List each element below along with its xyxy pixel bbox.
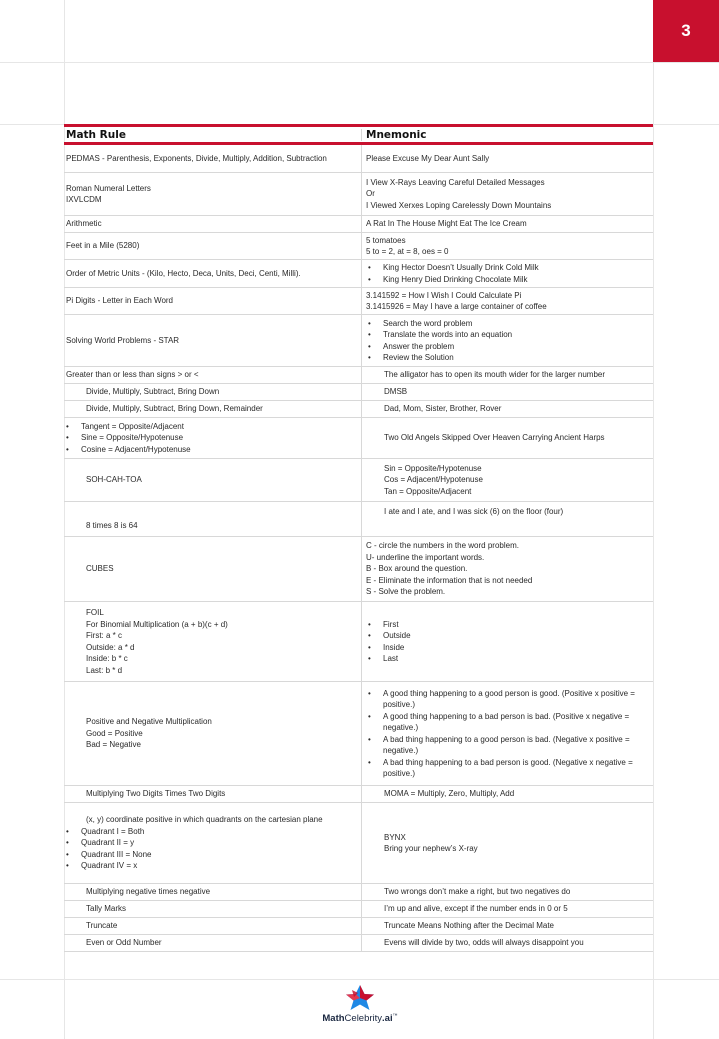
rule-bullet: • Quadrant IV = x <box>64 860 355 872</box>
mnemonic-text: B - Box around the question. <box>366 564 468 574</box>
mathcelebrity-logo <box>310 984 410 1034</box>
mnemonic-text: 3.1415926 = May I have a large container of coffee <box>366 302 547 311</box>
logo-wordmark <box>310 1013 410 1024</box>
logo-word-math: Math <box>322 1013 345 1025</box>
table-row <box>64 260 653 288</box>
mnemonic-text: Sin = Opposite/Hypotenuse <box>384 463 482 473</box>
table-row <box>64 803 653 884</box>
page-number-badge <box>653 0 719 62</box>
table-row <box>64 173 653 216</box>
rule-text: CUBES <box>86 564 114 574</box>
rule-text: Outside: a * d <box>86 642 135 652</box>
rule-bullet: • Tangent = Opposite/Adjacent <box>64 421 361 433</box>
mnemonic-bullet: • Translate the words into an equation <box>366 329 653 341</box>
rule-text: Even or Odd Number <box>86 938 162 948</box>
page-number: 3 <box>681 21 691 40</box>
rule-text: Divide, Multiply, Subtract, Bring Down <box>86 387 220 397</box>
mnemonic-text: I View X-Rays Leaving Careful Detailed Messages <box>366 177 545 187</box>
mnemonic-bullet: • A bad thing happening to a good person is bad. (Negative x positive = negative.) <box>366 734 645 757</box>
rule-text: First: a * c <box>86 631 123 640</box>
rule-text: Order of Metric Units - (Kilo, Hecto, Deca, Units, Deci, Centi, Milli). <box>66 268 301 278</box>
rule-text: Pi Digits - Letter in Each Word <box>66 296 174 306</box>
mnemonic-text: Truncate Means Nothing after the Decimal Mate <box>384 921 555 931</box>
bottom-margin-line <box>0 979 719 980</box>
table-row <box>64 315 653 367</box>
rule-text: For Binomial Multiplication (a + b)(c + d) <box>86 619 228 629</box>
mnemonic-text: MOMA = Multiply, Zero, Multiply, Add <box>384 789 515 799</box>
mnemonic-bullet: • Answer the problem <box>366 341 653 353</box>
rule-text: Roman Numeral Letters <box>66 183 151 193</box>
table-header <box>64 124 653 145</box>
mnemonic-bullet: • Last <box>366 653 653 665</box>
table-row <box>64 786 653 803</box>
rule-text: Bad = Negative <box>86 740 141 750</box>
mnemonic-text: Or <box>366 189 375 199</box>
rule-text: Arithmetic <box>66 219 102 229</box>
mnemonic-text: Please Excuse My Dear Aunt Sally <box>366 153 490 163</box>
rule-text: Solving World Problems - STAR <box>66 335 180 345</box>
mnemonic-bullet: • Outside <box>366 630 653 642</box>
header-math-rule: Math Rule <box>64 129 362 141</box>
mnemonic-text: 5 to = 2, at = 8, oes = 0 <box>366 247 449 256</box>
mnemonic-text: Dad, Mom, Sister, Brother, Rover <box>384 404 502 414</box>
table-row <box>64 384 653 401</box>
mnemonic-text: S - Solve the problem. <box>366 587 446 597</box>
table-row <box>64 935 653 952</box>
table-row <box>64 602 653 682</box>
rule-text: 8 times 8 is 64 <box>86 520 138 530</box>
mnemonic-text: Cos = Adjacent/Hypotenuse <box>384 475 483 485</box>
logo-word-ai: .ai <box>382 1013 393 1025</box>
mnemonic-text: I’m up and alive, except if the number ends in 0 or 5 <box>384 904 568 914</box>
mnemonic-bullet: • A bad thing happening to a bad person is good. (Negative x negative = positive.) <box>366 757 645 780</box>
mnemonic-text: C - circle the numbers in the word problem. <box>366 541 519 551</box>
star-logo-icon <box>310 984 410 1012</box>
mnemonic-text: Two wrongs don’t make a right, but two negatives do <box>384 887 571 897</box>
mnemonic-text: 5 tomatoes <box>366 235 406 245</box>
table-row <box>64 367 653 384</box>
rule-bullet: • Quadrant I = Both <box>64 826 355 838</box>
table-row <box>64 233 653 260</box>
table-row <box>64 537 653 602</box>
mnemonic-text: E - Eliminate the information that is not needed <box>366 575 533 585</box>
table-row <box>64 418 653 459</box>
rule-bullet: • Quadrant II = y <box>64 837 355 849</box>
mnemonic-bullet: • King Hector Doesn’t Usually Drink Cold Milk <box>366 262 653 274</box>
mnemonic-bullet: • First <box>366 619 653 631</box>
mnemonic-text: Tan = Opposite/Adjacent <box>384 486 472 496</box>
rule-bullet: • Cosine = Adjacent/Hypotenuse <box>64 444 361 456</box>
table-row <box>64 901 653 918</box>
mnemonic-bullet: • A good thing happening to a good person is good. (Positive x positive = positive.) <box>366 688 645 711</box>
table-row <box>64 682 653 786</box>
rule-bullet: • Sine = Opposite/Hypotenuse <box>64 432 361 444</box>
rule-text: (x, y) coordinate positive in which quadrants on the cartesian plane <box>86 815 323 825</box>
logo-trademark: ™ <box>392 1013 398 1019</box>
rule-text: Truncate <box>86 921 118 931</box>
right-margin-line <box>653 0 654 1039</box>
mnemonic-text: 3.141592 = How I Wish I Could Calculate Pi <box>366 290 522 300</box>
table-row <box>64 502 653 537</box>
rule-bullet: • Quadrant III = None <box>64 849 355 861</box>
header-mnemonic: Mnemonic <box>366 128 427 141</box>
rule-text: Divide, Multiply, Subtract, Bring Down, Remainder <box>86 404 263 414</box>
rule-text: FOIL <box>86 608 104 617</box>
mnemonic-bullet: • Inside <box>366 642 653 654</box>
mnemonic-text: The alligator has to open its mouth wider for the larger number <box>384 370 606 380</box>
mnemonic-text: I Viewed Xerxes Loping Carelessly Down Mountains <box>366 200 552 210</box>
table-row <box>64 884 653 901</box>
mnemonic-bullet: • Search the word problem <box>366 318 653 330</box>
rule-text: Tally Marks <box>86 904 127 914</box>
rule-text: SOH-CAH-TOA <box>86 475 142 485</box>
mnemonic-bullet: • King Henry Died Drinking Chocolate Milk <box>366 274 653 286</box>
mnemonic-text: Evens will divide by two, odds will always disappoint you <box>384 938 584 948</box>
table-row <box>64 216 653 233</box>
rule-text: Last: b * d <box>86 665 123 675</box>
rule-text: Multiplying Two Digits Times Two Digits <box>86 789 226 799</box>
mnemonic-text: Two Old Angels Skipped Over Heaven Carrying Ancient Harps <box>384 433 605 443</box>
table-row <box>64 459 653 502</box>
mnemonics-table <box>64 124 653 952</box>
rule-text: Feet in a Mile (5280) <box>66 241 140 251</box>
rule-text: Inside: b * c <box>86 654 128 663</box>
mnemonic-text: I ate and I ate, and I was sick (6) on the floor (four) <box>384 507 564 516</box>
rule-text: IXVLCDM <box>66 195 102 204</box>
mnemonic-text: DMSB <box>384 387 408 397</box>
mnemonic-text: A Rat In The House Might Eat The Ice Cream <box>366 219 527 229</box>
rule-text: Good = Positive <box>86 728 143 738</box>
mnemonic-bullet: • Review the Solution <box>366 352 653 364</box>
table-row <box>64 288 653 315</box>
table-row <box>64 918 653 935</box>
mnemonic-text: Bring your nephew’s X-ray <box>384 844 478 853</box>
mnemonic-bullet: • A good thing happening to a bad person is bad. (Positive x negative = negative.) <box>366 711 645 734</box>
top-margin-line <box>0 62 719 63</box>
rule-text: PEDMAS - Parenthesis, Exponents, Divide, Multiply, Addition, Subtraction <box>66 153 327 163</box>
mnemonic-text: U- underline the important words. <box>366 552 485 562</box>
logo-word-celebrity: Celebrity <box>344 1013 383 1025</box>
table-row <box>64 401 653 418</box>
mnemonic-text: BYNX <box>384 832 406 842</box>
table-row <box>64 145 653 173</box>
rule-text: Greater than or less than signs > or < <box>66 370 199 380</box>
rule-text: Multiplying negative times negative <box>86 887 211 897</box>
rule-text: Positive and Negative Multiplication <box>86 717 212 727</box>
